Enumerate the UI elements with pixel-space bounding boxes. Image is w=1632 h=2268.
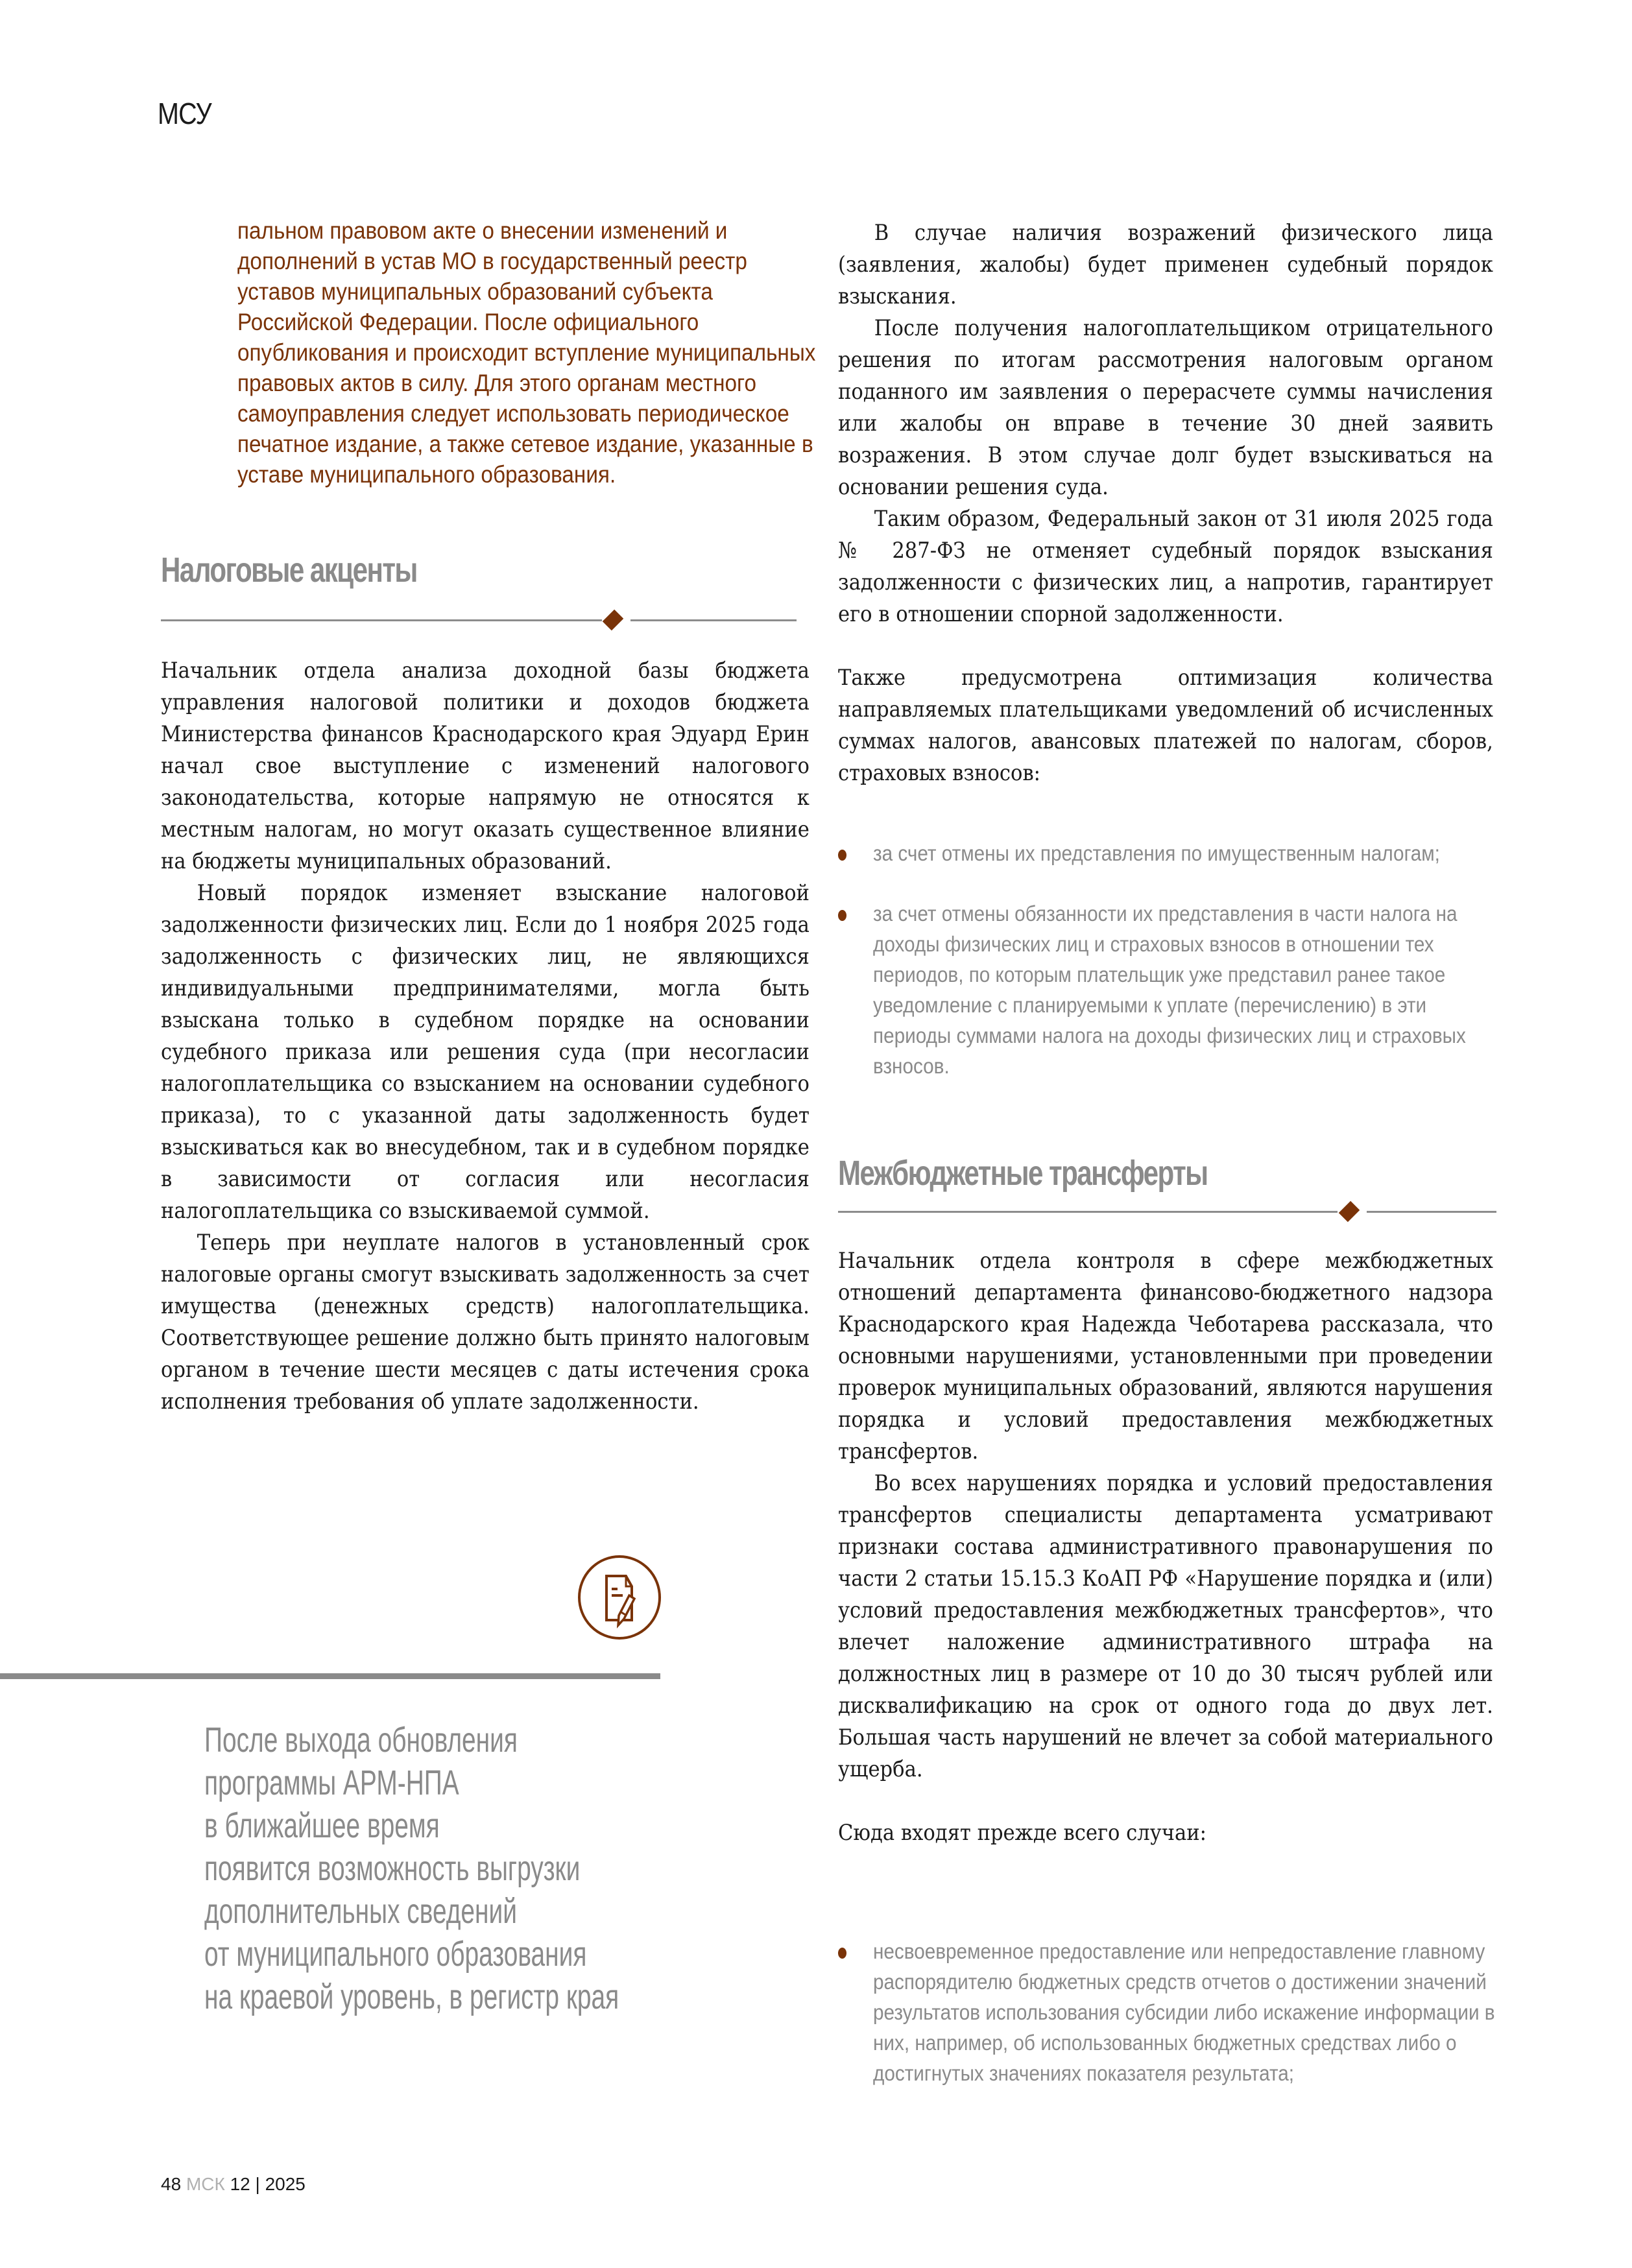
pull-quote-line: дополнительных сведений bbox=[204, 1892, 517, 1931]
pull-quote-line: на краевой уровень, в регистр края bbox=[204, 1977, 619, 2016]
paragraph: Новый порядок изменяет взыскание налоговой задолженности физических лиц. Если до 1 ноября 2025 года задолженность с физических лиц, не являющихся индивидуальными предпринимателями, могла быть взыскана только в судебном порядке на основании судебного приказа или решения суда (при несогласии налогоплательщика со взысканием на основании судебного приказа), то с указанной даты задолженность будет взыскиваться как во внесудебном, так и в судебном порядке в зависимости от согласия или несогласия налогоплательщика со взыскиваемой суммой. bbox=[161, 880, 810, 1224]
paragraph: В случае наличия возражений физического лица (заявления, жалобы) будет применен судебный порядок взыскания. bbox=[838, 220, 1493, 309]
pull-quote bbox=[204, 1719, 697, 2018]
paragraph: После получения налогоплательщиком отрицательного решения по итогам рассмотрения налоговым органом поданного им заявления о перерасчете суммы начисления или жалобы он вправе в течение 30 дней заявить возражения. В этом случае долг будет взыскиваться на основании решения суда. bbox=[838, 315, 1493, 500]
right-column-body-2 bbox=[838, 1245, 1493, 1849]
issue-number: 12 bbox=[230, 2174, 250, 2194]
paragraph: Во всех нарушениях порядка и условий предоставления трансфертов специалисты департамента усматривают признаки состава административного правонарушения по части 2 статьи 15.15.3 КоАП РФ «Нарушение порядка и (или) условий предоставления межбюджетных трансфертов», что влечет наложение административного штрафа на должностных лиц в размере от 10 до 30 тысяч рублей или дисквалификацию на срок от одного года до двух лет. Большая часть нарушений не влечет за собой материального ущерба. bbox=[838, 1470, 1493, 1782]
diamond-ornament bbox=[603, 610, 624, 631]
page-number: 48 bbox=[161, 2174, 182, 2194]
list-item: за счет отмены обязанности их представления в части налога на доходы физических лиц и страховых взносов в отношении тех периодов, по которым плательщик уже представил ранее такое уведомление с планируемыми к уплате (перечислению) в эти периоды суммами налога на доходы физических лиц и страховых взносов. bbox=[838, 898, 1500, 1081]
list-item: несвоевременное предоставление или непредоставление главному распорядителю бюджетных средств отчетов о достижении значений результатов использования субсидии либо искажение информации в них, например, об использованных бюджетных средствах либо о достигнутых значениях показателя результата; bbox=[838, 1936, 1500, 2088]
document-pen-icon bbox=[577, 1555, 662, 1640]
section-heading-transfers: Межбюджетные трансферты bbox=[838, 1154, 1208, 1193]
left-column-body bbox=[161, 655, 810, 1418]
pull-quote-line: в ближайшее время bbox=[204, 1806, 440, 1845]
right-column-body bbox=[838, 217, 1493, 789]
heading-rule-left bbox=[161, 619, 602, 621]
footer-separator: | bbox=[255, 2174, 260, 2194]
pull-quote-line: После выхода обновления bbox=[204, 1721, 518, 1760]
diamond-ornament bbox=[1339, 1201, 1360, 1223]
list-item: за счет отмены их представления по имущественным налогам; bbox=[838, 838, 1500, 868]
bullet-dot-icon bbox=[838, 1948, 846, 1959]
page-footer bbox=[161, 2174, 306, 2195]
paragraph: Начальник отдела контроля в сфере межбюджетных отношений департамента финансово-бюджетного надзора Краснодарского края Надежда Чеботарева рассказала, что основными нарушениями, установленными при проведении проверок муниципальных образований, являются нарушения порядка и условий предоставления межбюджетных трансфертов. bbox=[838, 1248, 1493, 1464]
bullet-dot-icon bbox=[838, 910, 846, 921]
intro-continuation bbox=[237, 215, 821, 490]
pull-quote-divider bbox=[0, 1673, 660, 1679]
paragraph: Сюда входят прежде всего случаи: bbox=[838, 1820, 1206, 1846]
magazine-brand: МСК bbox=[186, 2174, 225, 2194]
heading-rule-right bbox=[1367, 1211, 1496, 1213]
paragraph: Теперь при неуплате налогов в установленный срок налоговые органы смогут взыскивать задолженность за счет имущества (денежных средств) налогоплательщика. Соответствующее решение должно быть принято налоговым органом в течение шести месяцев с даты истечения срока исполнения требования об уплате задолженности. bbox=[161, 1230, 810, 1415]
section-heading-tax: Налоговые акценты bbox=[161, 551, 417, 590]
intro-continuation-text: пальном правовом акте о внесении изменений и дополнений в устав МО в государственный реестр уставов муниципальных образований субъекта Российской Федерации. После официального опубликования и происходит вступление муниципальных правовых актов в силу. Для этого органам местного самоуправления следует использовать периодическое печатное издание, а также сетевое издание, указанные в уставе муниципального образования. bbox=[237, 217, 816, 488]
pull-quote-line: от муниципального образования bbox=[204, 1935, 587, 1974]
issue-year: 2025 bbox=[265, 2174, 306, 2194]
section-tag: МСУ bbox=[158, 97, 211, 130]
paragraph: Также предусмотрена оптимизация количества направляемых плательщиками уведомлений об исчисленных суммах налогов, авансовых платежей по налогам, сборов, страховых взносов: bbox=[838, 665, 1493, 786]
violation-bullets bbox=[838, 1936, 1500, 2088]
paragraph: Начальник отдела анализа доходной базы бюджета управления налоговой политики и доходов бюджета Министерства финансов Краснодарского края Эдуард Ерин начал свое выступление с изменений налогового законодательства, которые напрямую не относятся к местным налогам, но могут оказать существенное влияние на бюджеты муниципальных образований. bbox=[161, 658, 810, 874]
paragraph: Таким образом, Федеральный закон от 31 июля 2025 года № 287-ФЗ не отменяет судебный порядок взыскания задолженности с физических лиц, а напротив, гарантирует его в отношении спорной задолженности. bbox=[838, 506, 1493, 627]
pull-quote-line: программы АРМ-НПА bbox=[204, 1763, 459, 1802]
bullet-dot-icon bbox=[838, 850, 846, 861]
pull-quote-line: появится возможность выгрузки bbox=[204, 1849, 581, 1888]
heading-rule-left bbox=[838, 1211, 1338, 1213]
heading-rule-right bbox=[630, 619, 797, 621]
notification-bullets bbox=[838, 838, 1500, 1081]
